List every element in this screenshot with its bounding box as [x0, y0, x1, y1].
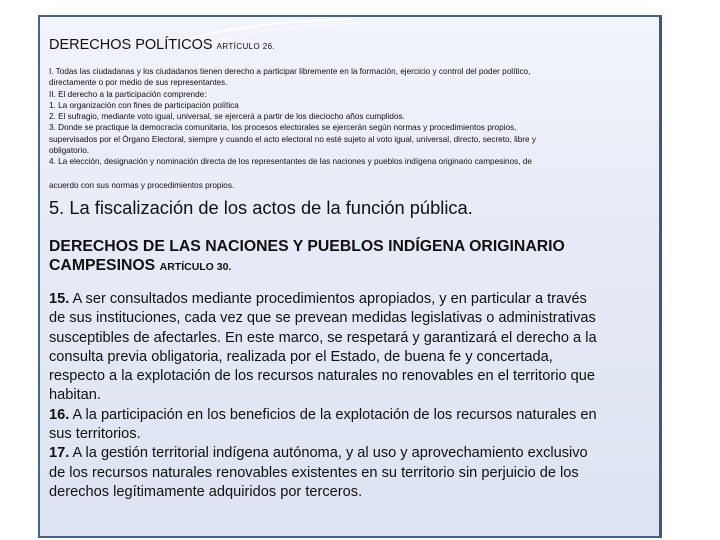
- text-line: de los recursos naturales renovables existentes en su territorio sin perjuicio de los: [49, 464, 579, 481]
- text-line: I. Todas las ciudadanas y los ciudadanos tienen derecho a participar libremente en la formación, ejercicio y control del poder político,: [49, 67, 531, 76]
- text-line: acuerdo con sus normas y procedimientos propios.: [49, 180, 235, 190]
- text-line: habitan.: [49, 387, 101, 404]
- section-title-line2: CAMPESINOS: [49, 256, 156, 274]
- item-15-line: [49, 290, 647, 309]
- slide-panel: [38, 15, 662, 538]
- item-number: 17.: [49, 445, 70, 462]
- text-line: A ser consultados mediante procedimientos apropiados, y en particular a través: [72, 290, 587, 307]
- text-line: II. El derecho a la participación comprende:: [49, 89, 207, 99]
- text-line: consulta previa obligatoria, realizada por el Estado, de buena fe y concertada,: [49, 348, 553, 365]
- article-label: ARTÍCULO 30.: [159, 260, 232, 273]
- section-heading-political-rights: [49, 37, 647, 55]
- item-number: 15.: [49, 290, 70, 307]
- text-line: 1. La organización con fines de participación política: [49, 100, 239, 110]
- text-line: susceptibles de afectarles. En este marco, se respetará y garantizará el derecho a la: [49, 329, 597, 346]
- text-line: respecto a la explotación de los recursos naturales no renovables en el territorio que: [49, 368, 595, 385]
- section-heading-indigenous-rights: [49, 237, 647, 277]
- section-title: DERECHOS POLÍTICOS: [49, 37, 213, 53]
- item-16-line: [49, 406, 647, 425]
- article-label: ARTÍCULO 26.: [216, 42, 276, 51]
- text-line: 3. Donde se practique la democracia comunitaria, los procesos electorales se ejercerán según normas y procedimientos propios,: [49, 123, 517, 133]
- text-line: de sus instituciones, cada vez que se prevean medidas legislativas o administrativas: [49, 310, 596, 327]
- item-17-line: [49, 444, 647, 463]
- section-title-line1: DERECHOS DE LAS NACIONES Y PUEBLOS INDÍGENA ORIGINARIO: [49, 237, 565, 255]
- text-line: supervisados por el Órgano Electoral, siempre y cuando el acto electoral no esté sujeto al voto igual, universal, directo, secreto, libre y: [49, 134, 536, 144]
- item-5-text: 5. La fiscalización de los actos de la función pública.: [49, 196, 473, 218]
- text-line: 4. La elección, designación y nominación directa de los representantes de las naciones y pueblos indígena originario campesinos, de: [49, 157, 532, 167]
- slide-content: [49, 37, 647, 502]
- text-line: 2. El sufragio, mediante voto igual, universal, se ejercerá a partir de los dieciocho años cumplidos.: [49, 112, 405, 122]
- text-line: derechos legítimamente adquiridos por terceros.: [49, 483, 363, 500]
- text-line: directamente o por medio de sus representantes.: [49, 78, 228, 88]
- text-line: A la gestión territorial indígena autónoma, y al uso y aprovechamiento exclusivo: [72, 445, 588, 462]
- text-line: A la participación en los beneficios de la explotación de los recursos naturales en: [72, 406, 597, 423]
- item-number: 16.: [49, 406, 70, 423]
- political-rights-text: [49, 66, 647, 191]
- text-line: obligatorio.: [49, 146, 90, 156]
- text-line: sus territorios.: [49, 426, 141, 443]
- indigenous-rights-text: [49, 290, 647, 502]
